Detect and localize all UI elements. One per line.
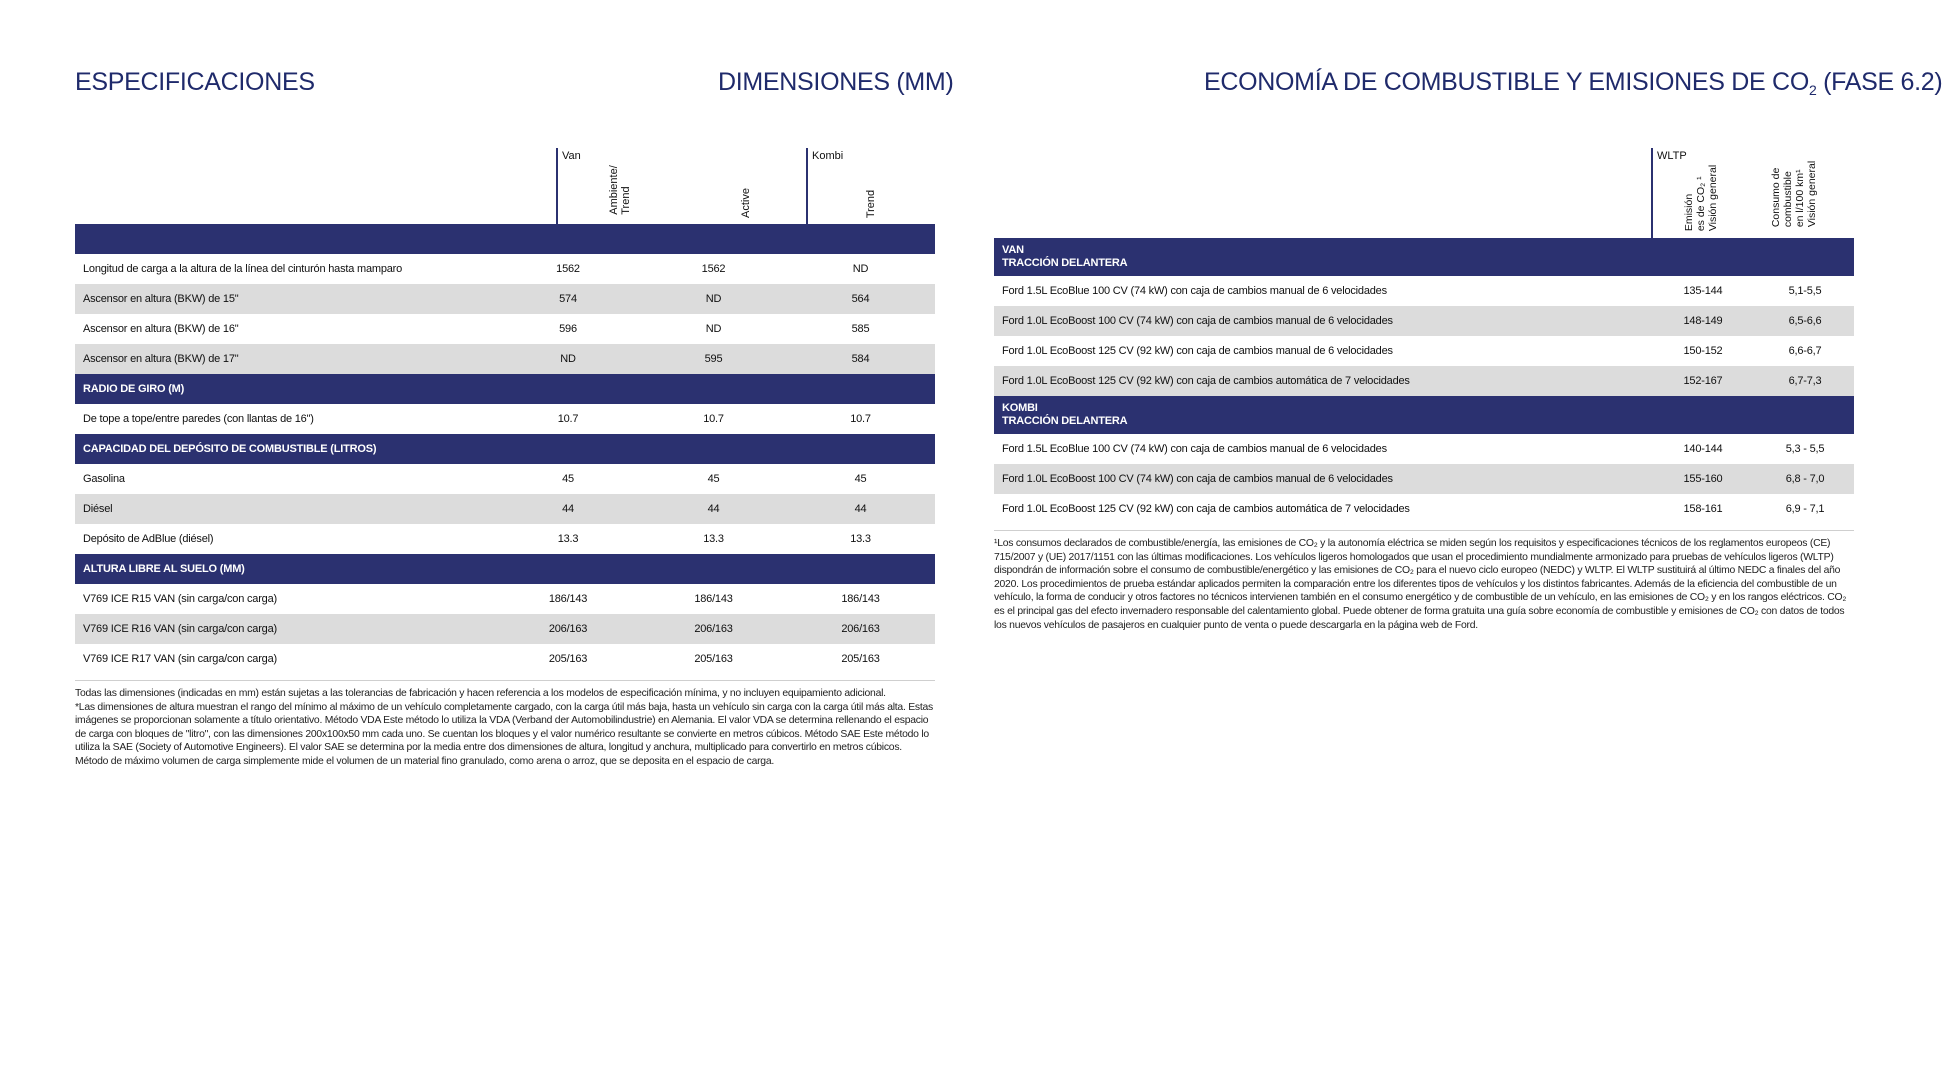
table-row: [994, 434, 1854, 464]
table-row: [994, 276, 1854, 306]
row-value: 596: [559, 323, 577, 335]
section-sublabel: TRACCIÓN DELANTERA: [1002, 415, 1128, 427]
wltp-divider: [1651, 148, 1653, 238]
row-label: Ford 1.0L EcoBoost 125 CV (92 kW) con caja de cambios manual de 6 velocidades: [1002, 345, 1393, 357]
section-label: CAPACIDAD DEL DEPÓSITO DE COMBUSTIBLE (LITROS): [75, 434, 935, 464]
row-value: 5,1-5,5: [1788, 285, 1822, 297]
table-row: [75, 344, 935, 374]
table-row: [75, 584, 935, 614]
fuel-table: [994, 238, 1854, 524]
section-label: KOMBI: [1002, 402, 1038, 414]
section-sublabel: TRACCIÓN DELANTERA: [1002, 257, 1128, 269]
row-label: Ford 1.0L EcoBoost 100 CV (74 kW) con caja de cambios manual de 6 velocidades: [994, 464, 1650, 494]
group-kombi: Kombi: [812, 150, 844, 162]
spec-section-row: [75, 374, 935, 404]
row-value: 574: [495, 284, 641, 314]
economia-title-sub: 2: [1808, 82, 1817, 98]
spec-table: [75, 224, 935, 674]
row-value: 186/143: [841, 593, 880, 605]
row-value: 6,7-7,3: [1756, 366, 1854, 396]
row-value: 5,3 - 5,5: [1785, 443, 1825, 455]
row-label: V769 ICE R15 VAN (sin carga/con carga): [83, 593, 277, 605]
section-label: VAN: [1002, 244, 1024, 256]
row-label: V769 ICE R16 VAN (sin carga/con carga): [75, 614, 495, 644]
table-row: [75, 464, 935, 494]
row-value: 45: [562, 473, 574, 485]
col-kombi-trend: [865, 190, 877, 218]
row-value: 10.7: [557, 413, 579, 425]
fuel-section-row: [994, 238, 1854, 276]
group-van: Van: [562, 150, 581, 162]
row-value: 6,8 - 7,0: [1756, 464, 1854, 494]
row-value: 150-152: [1683, 345, 1723, 357]
row-value: 158-161: [1683, 503, 1723, 515]
table-row: [994, 494, 1854, 524]
fuel-footnote-text: ¹Los consumos declarados de combustible/energía, las emisiones de CO₂ y la autonomía eléctrica se miden según los requisitos y especificaciones técnicos de los reglamentos europeos (CE) 715/2007 y (UE) 2017/1151 con las últimas modificaciones. Los vehículos ligeros homologados que usan el procedimiento mundialmente armonizado para pruebas de vehículos ligeros (WLTP) dispondrán de información sobre el consumo de combustible/energético y las emisiones de CO₂ para el nuevo ciclo europeo (NEDC) y WLTP. El WLTP sustituirá al último NEDC a finales del año 2020. Los procedimientos de prueba estándar aplicados permiten la comparación entre los diferentes tipos de vehículos y los distintos fabricantes. Además de la eficiencia del combustible de un vehículo, la forma de conducir y otros factores no técnicos intervienen también en el consumo energético y de combustible de un vehículo, en las emisiones de CO₂ y en los rangos eléctricos. CO₂ es el principal gas del efecto invernadero responsable del calentamiento global. Puede obtener de forma gratuita una guía sobre economía de combustible y emisiones de CO₂ con datos de todos los nuevos vehículos de pasajeros en cualquier punto de venta o puede descargarla en la página web de Ford.: [994, 538, 1847, 631]
spec-section-row: [75, 434, 935, 464]
spec-note-1: Todas las dimensiones (indicadas en mm) están sujetas a las tolerancias de fabricación y hacen referencia a los modelos de especificación mínima, y no incluyen equipamiento adicional.: [75, 688, 886, 699]
row-value: 152-167: [1650, 366, 1756, 396]
row-value: 186/143: [548, 593, 588, 605]
row-value: 13.3: [703, 533, 724, 545]
spec-panel: [75, 148, 935, 769]
spec-note-2: *Las dimensiones de altura muestran el rango del mínimo al máximo de un vehículo completamente cargado, con la carga útil más baja, hasta un vehículo sin carga con la carga útil más alta. Estas imágenes se proporcionan solamente a título orientativo. Método VDA Este método lo utiliza la VDA (Verband der Automobilindustrie) en Alemania. El valor VDA se determina rellenando el espacio de carga con bloques de "litro", con las dimensiones 200x100x50 mm cada uno. Se cuentan los bloques y el valor numérico resultante se convierte en metros cúbicos. Método SAE Este método lo utiliza la SAE (Society of Automotive Engineers). El valor SAE se determina por la media entre dos dimensiones de altura, longitud y anchura, multiplicado para convertirlo en metros cúbicos. Método de máximo volumen de carga simplemente mide el volumen de un material fino granulado, como arena o arroz, que se deposita en el espacio de carga.: [75, 701, 933, 767]
fuel-section-row: [994, 396, 1854, 434]
group-wltp: WLTP: [1657, 150, 1687, 162]
row-value: 44: [495, 494, 641, 524]
row-label: Ford 1.0L EcoBoost 125 CV (92 kW) con caja de cambios automática de 7 velocidades: [994, 366, 1650, 396]
col-active: [740, 188, 752, 218]
row-value: 206/163: [495, 614, 641, 644]
col-active-label: Active: [740, 188, 752, 218]
section-label: ALTURA LIBRE AL SUELO (MM): [75, 554, 935, 584]
col-ambiente-trend: [608, 165, 632, 215]
fuel-section-cell: [994, 238, 1854, 276]
col-ambiente-trend-label: Ambiente/ Trend: [608, 165, 632, 215]
van-divider: [556, 148, 558, 224]
fuel-section-cell: [994, 396, 1854, 434]
row-value: 45: [854, 473, 867, 485]
row-label: Depósito de AdBlue (diésel): [83, 533, 214, 545]
table-row: [75, 644, 935, 674]
table-row: [75, 284, 935, 314]
row-label: Ford 1.0L EcoBoost 125 CV (92 kW) con caja de cambios automática de 7 velocidades: [1002, 503, 1410, 515]
table-row: [75, 254, 935, 284]
row-label: Diésel: [75, 494, 495, 524]
row-value: 595: [641, 344, 786, 374]
row-value: ND: [852, 263, 869, 275]
row-label: De tope a tope/entre paredes (con llantas de 16"): [83, 413, 314, 425]
row-value: 155-160: [1650, 464, 1756, 494]
dimensiones-title: DIMENSIONES (MM): [718, 68, 954, 96]
economia-title-main: ECONOMÍA DE COMBUSTIBLE Y EMISIONES DE CO: [1204, 68, 1809, 96]
row-value: 44: [786, 494, 935, 524]
fuel-panel: [994, 148, 1854, 632]
table-row: [994, 336, 1854, 366]
row-value: 584: [786, 344, 935, 374]
row-value: 13.3: [557, 533, 579, 545]
row-label: Ford 1.0L EcoBoost 100 CV (74 kW) con caja de cambios manual de 6 velocidades: [994, 306, 1650, 336]
row-label: Ford 1.5L EcoBlue 100 CV (74 kW) con caja de cambios manual de 6 velocidades: [1002, 443, 1387, 455]
col-kombi-trend-label: Trend: [865, 189, 877, 219]
row-value: 6,6-6,7: [1788, 345, 1822, 357]
row-label: Ascensor en altura (BKW) de 17": [75, 344, 495, 374]
especificaciones-title: ESPECIFICACIONES: [75, 68, 315, 96]
row-value: 135-144: [1683, 285, 1723, 297]
row-value: 206/163: [641, 614, 786, 644]
col-consumo-label: Consumo de combustible en l/100 km¹ Visión general: [1770, 160, 1818, 228]
row-value: 6,5-6,6: [1756, 306, 1854, 336]
row-value: ND: [495, 344, 641, 374]
col-consumo: [1770, 161, 1818, 227]
row-value: 10.7: [703, 413, 724, 425]
section-label: RADIO DE GIRO (M): [75, 374, 935, 404]
row-label: Gasolina: [83, 473, 125, 485]
row-value: 6,9 - 7,1: [1785, 503, 1825, 515]
col-emisiones: [1683, 165, 1719, 231]
row-label: Longitud de carga a la altura de la línea del cinturón hasta mamparo: [83, 263, 403, 275]
table-row: [75, 494, 935, 524]
spec-notes: [75, 680, 935, 769]
fuel-table-header: [994, 148, 1854, 238]
table-row: [75, 614, 935, 644]
row-value: 45: [707, 473, 720, 485]
table-row: [994, 306, 1854, 336]
col-emisiones-label: Emisión es de CO₂ ¹ Visión general: [1683, 164, 1719, 232]
row-value: 1562: [556, 263, 580, 275]
row-value: 148-149: [1650, 306, 1756, 336]
row-value: 206/163: [786, 614, 935, 644]
spec-header-band-cell: [75, 224, 935, 254]
table-row: [75, 404, 935, 434]
kombi-divider: [806, 148, 808, 224]
spec-section-row: [75, 554, 935, 584]
row-value: 44: [641, 494, 786, 524]
row-value: 10.7: [850, 413, 871, 425]
economia-title-tail: (FASE 6.2): [1816, 68, 1942, 96]
row-label: V769 ICE R17 VAN (sin carga/con carga): [83, 653, 277, 665]
row-value: 205/163: [548, 653, 588, 665]
row-value: 564: [786, 284, 935, 314]
table-row: [75, 524, 935, 554]
row-label: Ascensor en altura (BKW) de 15": [75, 284, 495, 314]
spec-table-header: [75, 148, 935, 224]
row-value: 186/143: [694, 593, 733, 605]
row-value: 1562: [701, 263, 726, 275]
economia-title: [1204, 68, 1942, 98]
row-value: 205/163: [694, 653, 733, 665]
spec-header-band: [75, 224, 935, 254]
row-value: 205/163: [841, 653, 880, 665]
fuel-footnote: [994, 530, 1854, 632]
row-label: Ford 1.5L EcoBlue 100 CV (74 kW) con caja de cambios manual de 6 velocidades: [1002, 285, 1387, 297]
table-row: [75, 314, 935, 344]
row-value: 13.3: [850, 533, 871, 545]
table-row: [994, 464, 1854, 494]
row-value: 585: [851, 323, 870, 335]
row-value: ND: [705, 323, 722, 335]
row-value: 140-144: [1683, 443, 1723, 455]
row-value: ND: [641, 284, 786, 314]
row-label: Ascensor en altura (BKW) de 16": [83, 323, 239, 335]
table-row: [994, 366, 1854, 396]
